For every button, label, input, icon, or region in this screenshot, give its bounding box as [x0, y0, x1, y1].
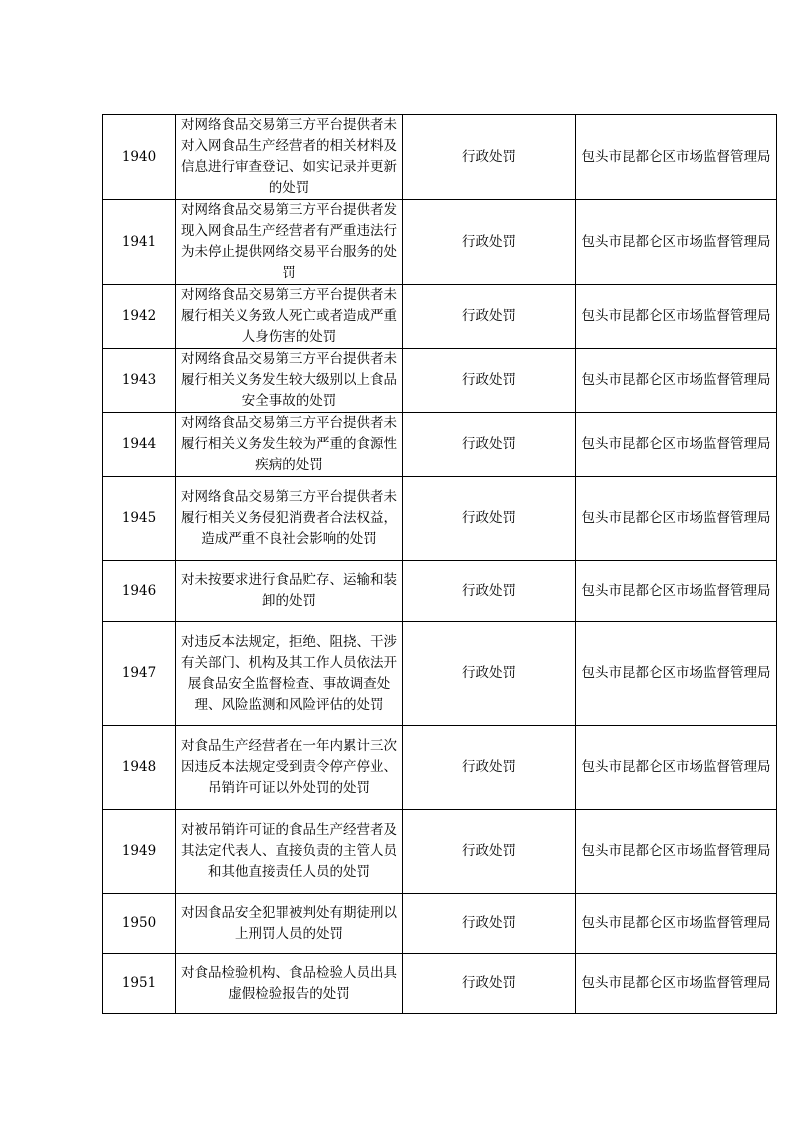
item-type: 行政处罚: [403, 622, 576, 726]
item-type: 行政处罚: [403, 115, 576, 200]
item-department: 包头市昆都仑区市场监督管理局: [576, 115, 777, 200]
item-number: 1942: [103, 285, 176, 349]
item-name-text: 对网络食品交易第三方平台提供者未对入网食品生产经营者的相关材料及信息进行审查登记、如实记录并更新的处罚: [181, 117, 397, 196]
item-department: 包头市昆都仑区市场监督管理局: [576, 477, 777, 561]
item-department: 包头市昆都仑区市场监督管理局: [576, 810, 777, 894]
item-number: 1943: [103, 349, 176, 413]
item-department: 包头市昆都仑区市场监督管理局: [576, 622, 777, 726]
item-department: 包头市昆都仑区市场监督管理局: [576, 726, 777, 810]
item-name: [176, 622, 403, 726]
table-row: [103, 477, 777, 561]
item-department: 包头市昆都仑区市场监督管理局: [576, 349, 777, 413]
item-name: [176, 561, 403, 622]
item-number: 1940: [103, 115, 176, 200]
item-type: 行政处罚: [403, 561, 576, 622]
item-type: 行政处罚: [403, 810, 576, 894]
table-row: [103, 413, 777, 477]
item-name-text: 对网络食品交易第三方平台提供者未履行相关义务致人死亡或者造成严重人身伤害的处罚: [181, 287, 397, 345]
item-number: 1946: [103, 561, 176, 622]
item-number: 1941: [103, 200, 176, 285]
item-name-text: 对被吊销许可证的食品生产经营者及其法定代表人、直接负责的主管人员和其他直接责任人员的处罚: [181, 822, 397, 880]
table-row: [103, 894, 777, 954]
item-name: [176, 349, 403, 413]
item-number: 1944: [103, 413, 176, 477]
item-name: [176, 285, 403, 349]
table-row: [103, 349, 777, 413]
item-number: 1948: [103, 726, 176, 810]
table-row: [103, 954, 777, 1014]
table-row: [103, 115, 777, 200]
item-type: 行政处罚: [403, 477, 576, 561]
item-number: 1945: [103, 477, 176, 561]
item-type: 行政处罚: [403, 285, 576, 349]
table-row: [103, 810, 777, 894]
item-name: [176, 200, 403, 285]
item-name-text: 对因食品安全犯罪被判处有期徒刑以上刑罚人员的处罚: [181, 904, 397, 942]
item-name-text: 对食品检验机构、食品检验人员出具虚假检验报告的处罚: [181, 964, 397, 1002]
item-type: 行政处罚: [403, 349, 576, 413]
item-department: 包头市昆都仑区市场监督管理局: [576, 894, 777, 954]
item-name: [176, 115, 403, 200]
item-name-text: 对违反本法规定，拒绝、阻挠、干涉有关部门、机构及其工作人员依法开展食品安全监督检查、事故调查处理、风险监测和风险评估的处罚: [181, 633, 397, 713]
table-row: [103, 561, 777, 622]
item-name: [176, 810, 403, 894]
table-row: [103, 622, 777, 726]
item-type: 行政处罚: [403, 894, 576, 954]
item-name-text: 对食品生产经营者在一年内累计三次因违反本法规定受到责令停产停业、吊销许可证以外处罚的处罚: [181, 738, 397, 796]
item-type: 行政处罚: [403, 413, 576, 477]
item-type: 行政处罚: [403, 726, 576, 810]
item-department: 包头市昆都仑区市场监督管理局: [576, 285, 777, 349]
item-name: [176, 726, 403, 810]
item-name: [176, 413, 403, 477]
penalty-items-table: [102, 114, 777, 1014]
table-row: [103, 726, 777, 810]
item-name-text: 对网络食品交易第三方平台提供者未履行相关义务侵犯消费者合法权益，造成严重不良社会影响的处罚: [181, 489, 397, 547]
item-type: 行政处罚: [403, 954, 576, 1014]
item-number: 1951: [103, 954, 176, 1014]
item-name-text: 对网络食品交易第三方平台提供者未履行相关义务发生较大级别以上食品安全事故的处罚: [181, 351, 397, 409]
table-row: [103, 200, 777, 285]
item-name: [176, 477, 403, 561]
item-name: [176, 894, 403, 954]
item-department: 包头市昆都仑区市场监督管理局: [576, 561, 777, 622]
item-type: 行政处罚: [403, 200, 576, 285]
item-number: 1950: [103, 894, 176, 954]
item-name-text: 对未按要求进行食品贮存、运输和装卸的处罚: [181, 572, 397, 609]
item-number: 1949: [103, 810, 176, 894]
item-name: [176, 954, 403, 1014]
table-row: [103, 285, 777, 349]
item-name-text: 对网络食品交易第三方平台提供者未履行相关义务发生较为严重的食源性疾病的处罚: [181, 415, 397, 473]
item-department: 包头市昆都仑区市场监督管理局: [576, 954, 777, 1014]
item-number: 1947: [103, 622, 176, 726]
item-department: 包头市昆都仑区市场监督管理局: [576, 200, 777, 285]
item-department: 包头市昆都仑区市场监督管理局: [576, 413, 777, 477]
item-name-text: 对网络食品交易第三方平台提供者发现入网食品生产经营者有严重违法行为未停止提供网络交易平台服务的处罚: [181, 202, 397, 281]
